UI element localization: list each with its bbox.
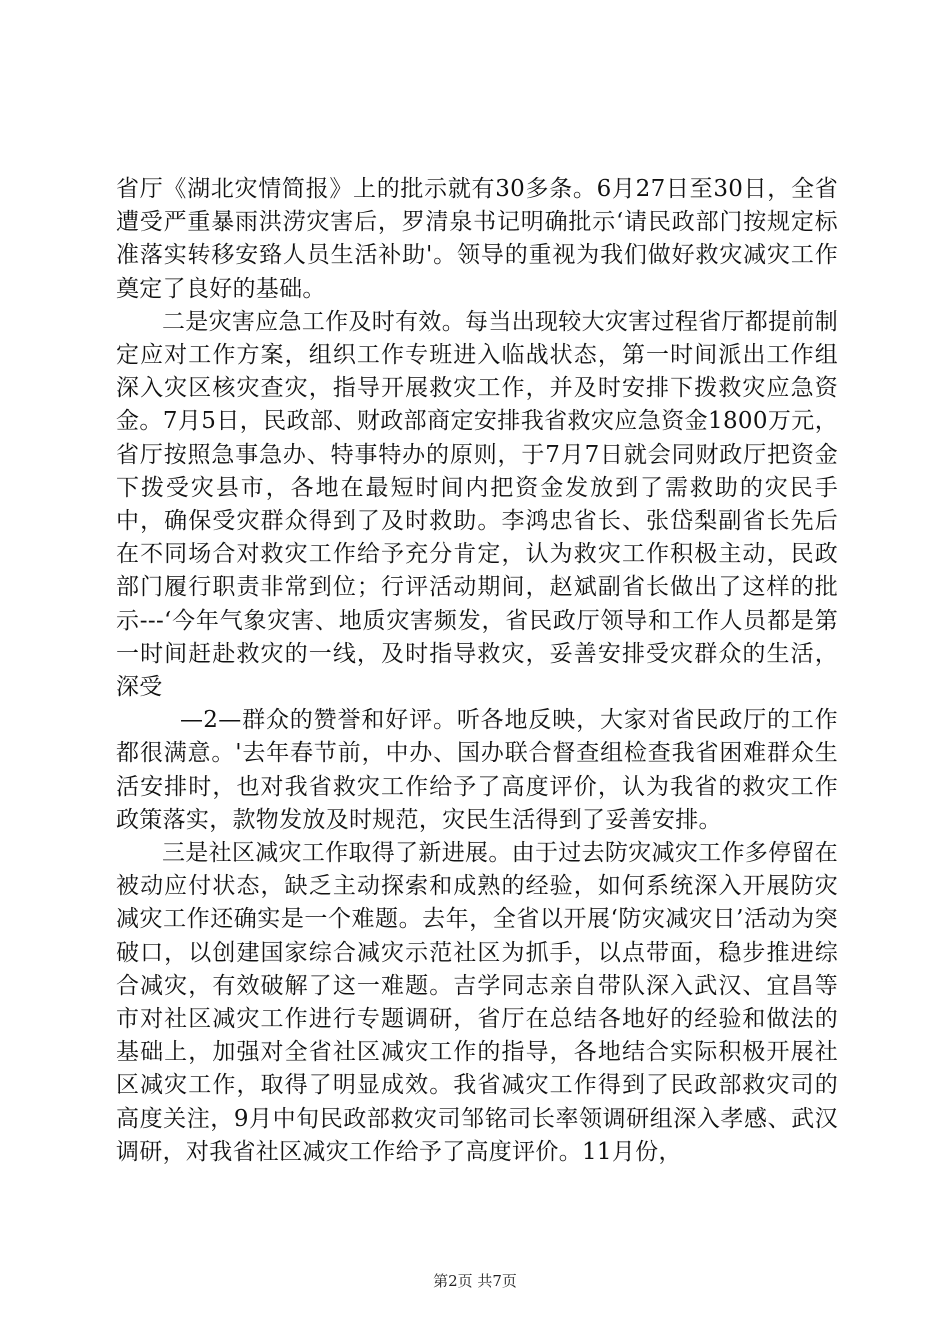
document-body [116,173,838,1169]
paragraph-1: 省厅《湖北灾情简报》上的批示就有30多条。6月27日至30日，全省遭受严重暴雨洪涝灾害后，罗清泉书记明确批示‘请民政部门按规定标准落实转移安臵人员生活补助'。领导的重视为我们做好救灾减灾工作奠定了良好的基础。 [116,176,838,302]
paragraph-4: 三是社区减灾工作取得了新进展。由于过去防灾减灾工作多停留在被动应付状态，缺乏主动探索和成熟的经验，如何系统深入开展防灾减灾工作还确实是一个难题。去年，全省以开展‘防灾减灾日’活动为突破口，以创建国家综合减灾示范社区为抓手，以点带面，稳步推进综合减灾，有效破解了这一难题。吉学同志亲自带队深入武汉、宜昌等市对社区减灾工作进行专题调研，省厅在总结各地好的经验和做法的基础上，加强对全省社区减灾工作的指导，各地结合实际积极开展社区减灾工作，取得了明显成效。我省减灾工作得到了民政部救灾司的高度关注，9月中旬民政部救灾司邹铭司长率领调研组深入孝感、武汉调研，对我省社区减灾工作给予了高度评价。11月份， [116,840,838,1165]
page-number-label: 第2页 共7页 [433,1272,517,1290]
paragraph-2: 二是灾害应急工作及时有效。每当出现较大灾害过程省厅都提前制定应对工作方案，组织工作专班进入临战状态，第一时间派出工作组深入灾区核灾查灾，指导开展救灾工作，并及时安排下拨救灾应急资金。7月5日，民政部、财政部商定安排我省救灾应急资金1800万元，省厅按照急事急办、特事特办的原则，于7月7日就会同财政厅把资金下拨受灾县市，各地在最短时间内把资金发放到了需救助的灾民手中，确保受灾群众得到了及时救助。李鸿忠省长、张岱梨副省长先后在不同场合对救灾工作给予充分肯定，认为救灾工作积极主动，民政部门履行职责非常到位；行评活动期间，赵斌副省长做出了这样的批示---‘今年气象灾害、地质灾害频发，省民政厅领导和工作人员都是第一时间赶赴救灾的一线，及时指导救灾，妥善安排受灾群众的生活，深受 [116,308,838,701]
paragraph-3: —2—群众的赞誉和好评。听各地反映，大家对省民政厅的工作都很满意。'去年春节前，中办、国办联合督查组检查我省困难群众生活安排时，也对我省救灾工作给予了高度评价，认为我省的救灾工作政策落实，款物发放及时规范，灾民生活得到了妥善安排。 [116,707,838,833]
page-footer [0,1271,950,1291]
